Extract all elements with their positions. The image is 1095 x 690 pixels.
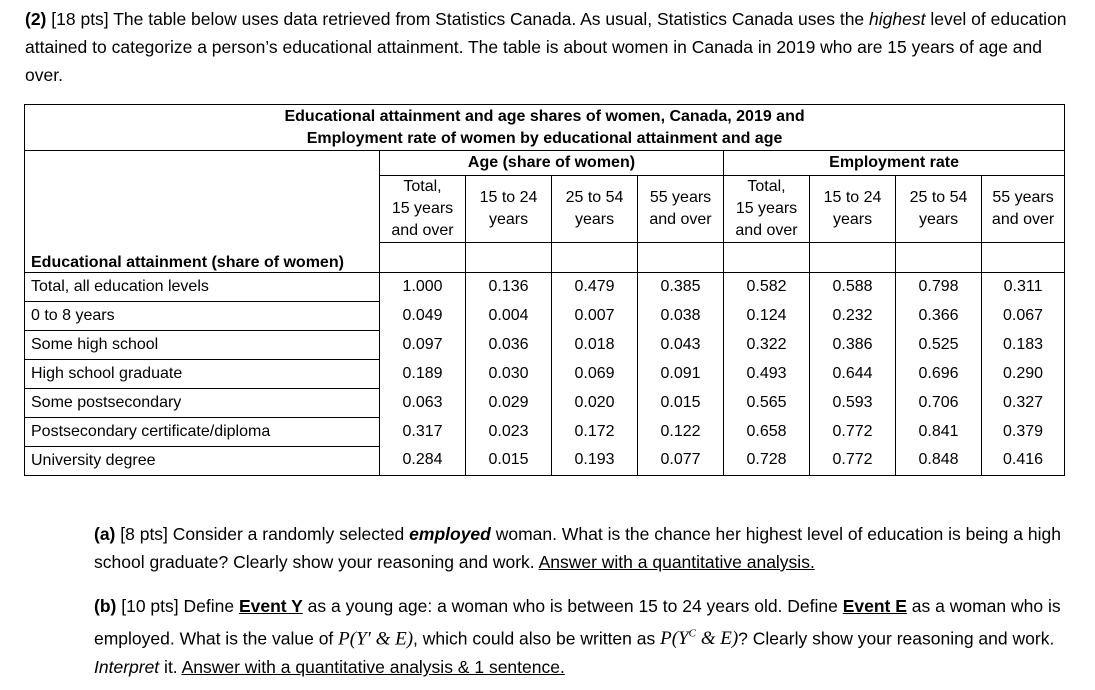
header-empty-cell bbox=[25, 151, 380, 243]
table-cell: 0.798 bbox=[896, 272, 982, 301]
part-b-instruction: Answer with a quantitative analysis & 1 sentence. bbox=[181, 657, 565, 678]
row-label: High school graduate bbox=[25, 359, 380, 388]
row-label: Total, all education levels bbox=[25, 272, 380, 301]
table-cell: 0.232 bbox=[810, 301, 896, 330]
intro-emphasis: highest bbox=[869, 9, 926, 29]
table-cell: 0.385 bbox=[638, 272, 724, 301]
math-expression-2: $P(Y^C$ & E) bbox=[660, 628, 739, 650]
table-cell: 0.728 bbox=[724, 446, 810, 475]
table-body bbox=[25, 272, 1065, 475]
table-cell: 0.772 bbox=[810, 417, 896, 446]
col-header-age-total: Total, 15 years and over bbox=[380, 176, 466, 243]
table-row bbox=[25, 330, 1065, 359]
table-cell: 0.366 bbox=[896, 301, 982, 330]
table-cell: 0.049 bbox=[380, 301, 466, 330]
col-header-age-15-24: 15 to 24 years bbox=[466, 176, 552, 243]
event-y: Event Y bbox=[238, 596, 303, 616]
table-cell: 0.023 bbox=[466, 417, 552, 446]
table-cell: 0.311 bbox=[982, 272, 1065, 301]
table-cell: 0.588 bbox=[810, 272, 896, 301]
table-cell: 0.493 bbox=[724, 359, 810, 388]
table-cell: 0.136 bbox=[466, 272, 552, 301]
interpret-word: Interpret bbox=[94, 657, 160, 678]
table-row bbox=[25, 301, 1065, 330]
row-label: University degree bbox=[25, 446, 380, 475]
row-label: 0 to 8 years bbox=[25, 301, 380, 330]
table-cell: 0.284 bbox=[380, 446, 466, 475]
table-cell: 0.067 bbox=[982, 301, 1065, 330]
col-header-emp-55: 55 years and over bbox=[982, 176, 1065, 243]
part-a-instruction: Answer with a quantitative analysis. bbox=[538, 552, 815, 572]
table-row bbox=[25, 417, 1065, 446]
part-a-emphasis: employed bbox=[409, 524, 491, 544]
part-a-label: (a) bbox=[94, 524, 116, 544]
table-cell: 0.077 bbox=[638, 446, 724, 475]
table-cell: 0.004 bbox=[466, 301, 552, 330]
table-cell: 0.841 bbox=[896, 417, 982, 446]
table-cell: 0.020 bbox=[552, 388, 638, 417]
table-cell: 0.696 bbox=[896, 359, 982, 388]
table-cell: 0.317 bbox=[380, 417, 466, 446]
table-cell: 1.000 bbox=[380, 272, 466, 301]
part-a: (a) [8 pts] Consider a randomly selected employed woman. What is the chance her highest level of education is being a high school graduate? Clearly show your reasoning and work. Answer with a quantitative analysis. bbox=[94, 524, 1061, 572]
col-header-age-25-54: 25 to 54 years bbox=[552, 176, 638, 243]
table-cell: 0.386 bbox=[810, 330, 896, 359]
table-row bbox=[25, 446, 1065, 475]
table-cell: 0.479 bbox=[552, 272, 638, 301]
table-cell: 0.582 bbox=[724, 272, 810, 301]
table-cell: 0.124 bbox=[724, 301, 810, 330]
col-header-age-55: 55 years and over bbox=[638, 176, 724, 243]
table-cell: 0.658 bbox=[724, 417, 810, 446]
table-cell: 0.706 bbox=[896, 388, 982, 417]
table-cell: 0.290 bbox=[982, 359, 1065, 388]
table-cell: 0.322 bbox=[724, 330, 810, 359]
table-cell: 0.183 bbox=[982, 330, 1065, 359]
table-cell: 0.189 bbox=[380, 359, 466, 388]
table-row bbox=[25, 359, 1065, 388]
table-cell: 0.193 bbox=[552, 446, 638, 475]
table-row bbox=[25, 272, 1065, 301]
table-row bbox=[25, 388, 1065, 417]
row-label: Postsecondary certificate/diploma bbox=[25, 417, 380, 446]
table-cell: 0.091 bbox=[638, 359, 724, 388]
table-cell: 0.122 bbox=[638, 417, 724, 446]
table-cell: 0.029 bbox=[466, 388, 552, 417]
question-number: (2) bbox=[25, 9, 47, 29]
table-cell: 0.525 bbox=[896, 330, 982, 359]
table-cell: 0.172 bbox=[552, 417, 638, 446]
table-title: Educational attainment and age shares of women, Canada, 2019 and Employment rate of women by educational attainment and age bbox=[25, 105, 1065, 151]
table-cell: 0.015 bbox=[638, 388, 724, 417]
table-cell: 0.848 bbox=[896, 446, 982, 475]
row-label: Some postsecondary bbox=[25, 388, 380, 417]
table-cell: 0.772 bbox=[810, 446, 896, 475]
question-intro bbox=[25, 5, 1075, 89]
table-cell: 0.036 bbox=[466, 330, 552, 359]
table-cell: 0.644 bbox=[810, 359, 896, 388]
statistics-table bbox=[24, 104, 1065, 476]
col-header-emp-25-54: 25 to 54 years bbox=[896, 176, 982, 243]
table-cell: 0.097 bbox=[380, 330, 466, 359]
table-cell: 0.063 bbox=[380, 388, 466, 417]
table-cell: 0.030 bbox=[466, 359, 552, 388]
table-cell: 0.416 bbox=[982, 446, 1065, 475]
intro-text-2: level of education attained to categorize a person’s educational attainment. The table is about women in Canada in 2019 who are 15 years of age and over. bbox=[25, 9, 1067, 85]
row-label: Some high school bbox=[25, 330, 380, 359]
section-label: Educational attainment (share of women) bbox=[25, 243, 380, 273]
table-cell: 0.565 bbox=[724, 388, 810, 417]
part-b-label: (b) bbox=[94, 596, 117, 616]
event-e: Event E bbox=[842, 596, 907, 616]
table-cell: 0.038 bbox=[638, 301, 724, 330]
table-cell: 0.069 bbox=[552, 359, 638, 388]
col-header-emp-15-24: 15 to 24 years bbox=[810, 176, 896, 243]
table-cell: 0.043 bbox=[638, 330, 724, 359]
math-expression-1: P(Y′ & E) bbox=[338, 628, 414, 650]
employment-group-header: Employment rate bbox=[724, 151, 1065, 176]
table-cell: 0.327 bbox=[982, 388, 1065, 417]
table-cell: 0.007 bbox=[552, 301, 638, 330]
intro-text: [18 pts] The table below uses data retrieved from Statistics Canada. As usual, Statistics Canada uses the bbox=[51, 9, 870, 29]
table-cell: 0.379 bbox=[982, 417, 1065, 446]
table-cell: 0.018 bbox=[552, 330, 638, 359]
table-cell: 0.015 bbox=[466, 446, 552, 475]
part-b: (b) [10 pts] Define Event Y as a young age: a woman who is between 15 to 24 years old. Define Event E as a woman who is employed. What is the value of P(Y′ & E), which could also be written as $P(Y^C$ & E)? Clearly show your reasoning and work. Interpret it. Answer with a quantitative analysis & 1 sentence. bbox=[94, 596, 1061, 678]
age-group-header: Age (share of women) bbox=[380, 151, 724, 176]
col-header-emp-total: Total, 15 years and over bbox=[724, 176, 810, 243]
table-cell: 0.593 bbox=[810, 388, 896, 417]
